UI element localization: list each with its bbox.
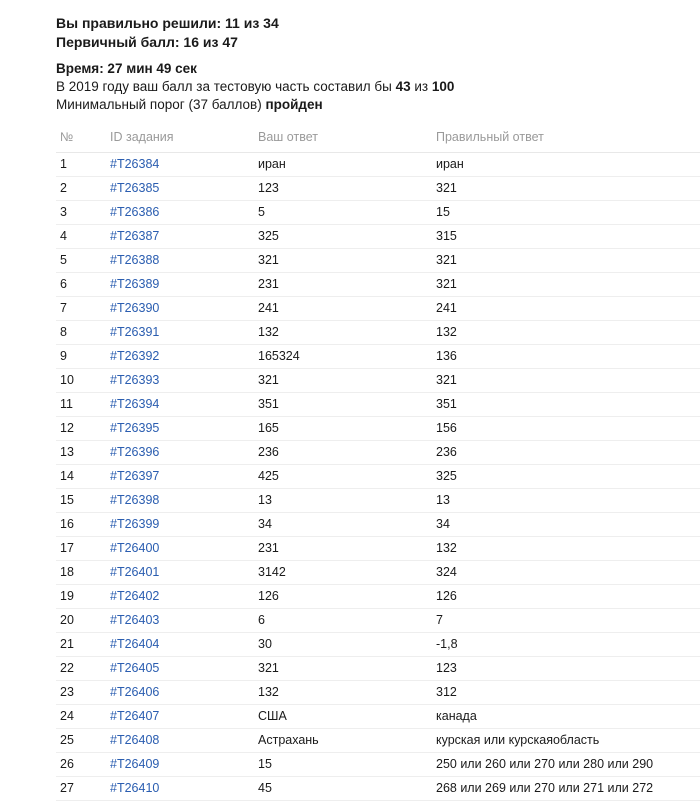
row-number: 1	[56, 153, 106, 177]
task-id-link[interactable]: #T26393	[110, 373, 160, 387]
threshold-line	[56, 96, 690, 114]
row-task-id-cell	[106, 657, 254, 681]
row-correct-answer: 321	[432, 249, 700, 273]
row-number: 5	[56, 249, 106, 273]
row-your-answer: 241	[254, 297, 432, 321]
row-your-answer: 45	[254, 777, 432, 801]
table-row	[56, 393, 700, 417]
row-your-answer: 321	[254, 369, 432, 393]
row-number: 11	[56, 393, 106, 417]
row-your-answer: 30	[254, 633, 432, 657]
row-task-id-cell	[106, 561, 254, 585]
row-number: 15	[56, 489, 106, 513]
table-row	[56, 585, 700, 609]
row-task-id-cell	[106, 321, 254, 345]
row-number: 16	[56, 513, 106, 537]
row-your-answer: 3142	[254, 561, 432, 585]
row-correct-answer: 250 или 260 или 270 или 280 или 290	[432, 753, 700, 777]
task-id-link[interactable]: #T26394	[110, 397, 160, 411]
row-correct-answer: 321	[432, 177, 700, 201]
row-correct-answer: 268 или 269 или 270 или 271 или 272	[432, 777, 700, 801]
table-row	[56, 657, 700, 681]
row-task-id-cell	[106, 777, 254, 801]
row-your-answer: 165324	[254, 345, 432, 369]
task-id-link[interactable]: #T26400	[110, 541, 160, 555]
row-your-answer: Астрахань	[254, 729, 432, 753]
table-row	[56, 609, 700, 633]
row-correct-answer: 236	[432, 441, 700, 465]
row-correct-answer: 136	[432, 345, 700, 369]
solved-count-line: Вы правильно решили: 11 из 34	[56, 15, 279, 31]
row-number: 24	[56, 705, 106, 729]
row-task-id-cell	[106, 633, 254, 657]
task-id-link[interactable]: #T26408	[110, 733, 160, 747]
summary-block	[56, 14, 690, 114]
row-correct-answer: 321	[432, 369, 700, 393]
results-table	[56, 124, 700, 801]
task-id-link[interactable]: #T26396	[110, 445, 160, 459]
row-your-answer: 351	[254, 393, 432, 417]
table-header-row	[56, 124, 700, 153]
row-number: 22	[56, 657, 106, 681]
row-number: 12	[56, 417, 106, 441]
row-task-id-cell	[106, 177, 254, 201]
row-task-id-cell	[106, 537, 254, 561]
row-task-id-cell	[106, 201, 254, 225]
table-row	[56, 177, 700, 201]
row-your-answer: 321	[254, 657, 432, 681]
row-your-answer: 165	[254, 417, 432, 441]
table-row	[56, 273, 700, 297]
task-id-link[interactable]: #T26399	[110, 517, 160, 531]
table-row	[56, 561, 700, 585]
row-number: 21	[56, 633, 106, 657]
row-number: 2	[56, 177, 106, 201]
task-id-link[interactable]: #T26385	[110, 181, 160, 195]
row-task-id-cell	[106, 441, 254, 465]
row-correct-answer: 325	[432, 465, 700, 489]
row-correct-answer: -1,8	[432, 633, 700, 657]
row-number: 8	[56, 321, 106, 345]
row-your-answer: 13	[254, 489, 432, 513]
task-id-link[interactable]: #T26398	[110, 493, 160, 507]
row-task-id-cell	[106, 369, 254, 393]
row-task-id-cell	[106, 513, 254, 537]
row-number: 10	[56, 369, 106, 393]
table-row	[56, 753, 700, 777]
scale-text-2: из	[410, 79, 432, 94]
task-id-link[interactable]: #T26384	[110, 157, 160, 171]
row-correct-answer: 312	[432, 681, 700, 705]
row-correct-answer: 315	[432, 225, 700, 249]
table-row	[56, 729, 700, 753]
row-correct-answer: 351	[432, 393, 700, 417]
task-id-link[interactable]: #T26388	[110, 253, 160, 267]
row-task-id-cell	[106, 249, 254, 273]
header-number: №	[56, 124, 106, 153]
table-row	[56, 441, 700, 465]
row-your-answer: 425	[254, 465, 432, 489]
row-number: 9	[56, 345, 106, 369]
task-id-link[interactable]: #T26395	[110, 421, 160, 435]
scale-score-line	[56, 78, 690, 96]
table-row	[56, 345, 700, 369]
row-your-answer: 123	[254, 177, 432, 201]
scale-score-value: 43	[395, 79, 411, 94]
task-id-link[interactable]: #T26386	[110, 205, 160, 219]
scale-score-max: 100	[431, 79, 455, 94]
header-correct-answer: Правильный ответ	[432, 124, 700, 153]
row-task-id-cell	[106, 417, 254, 441]
row-task-id-cell	[106, 705, 254, 729]
row-your-answer: 325	[254, 225, 432, 249]
row-task-id-cell	[106, 489, 254, 513]
row-your-answer: 6	[254, 609, 432, 633]
time-value: Время: 27 мин 49 сек	[56, 61, 197, 76]
task-id-link[interactable]: #T26406	[110, 685, 160, 699]
row-task-id-cell	[106, 465, 254, 489]
row-correct-answer: 15	[432, 201, 700, 225]
task-id-link[interactable]: #T26405	[110, 661, 160, 675]
table-row	[56, 513, 700, 537]
summary-spacer	[56, 52, 690, 60]
task-id-link[interactable]: #T26402	[110, 589, 160, 603]
row-number: 23	[56, 681, 106, 705]
row-correct-answer: 34	[432, 513, 700, 537]
row-number: 17	[56, 537, 106, 561]
row-task-id-cell	[106, 729, 254, 753]
table-row	[56, 153, 700, 177]
row-task-id-cell	[106, 345, 254, 369]
table-row	[56, 537, 700, 561]
row-number: 14	[56, 465, 106, 489]
row-task-id-cell	[106, 225, 254, 249]
task-id-link[interactable]: #T26401	[110, 565, 160, 579]
row-correct-answer: 126	[432, 585, 700, 609]
row-correct-answer: курская или курскаяобласть	[432, 729, 700, 753]
row-number: 4	[56, 225, 106, 249]
table-row	[56, 633, 700, 657]
row-correct-answer: 7	[432, 609, 700, 633]
row-number: 7	[56, 297, 106, 321]
row-task-id-cell	[106, 585, 254, 609]
task-id-link[interactable]: #T26403	[110, 613, 160, 627]
row-correct-answer: иран	[432, 153, 700, 177]
table-row	[56, 417, 700, 441]
row-your-answer: 5	[254, 201, 432, 225]
row-number: 3	[56, 201, 106, 225]
table-head	[56, 124, 700, 153]
row-task-id-cell	[106, 297, 254, 321]
row-your-answer: 321	[254, 249, 432, 273]
row-your-answer: 34	[254, 513, 432, 537]
task-id-link[interactable]: #T26389	[110, 277, 160, 291]
row-number: 26	[56, 753, 106, 777]
row-your-answer: 231	[254, 537, 432, 561]
threshold-text: Минимальный порог (37 баллов)	[56, 97, 266, 112]
row-your-answer: 126	[254, 585, 432, 609]
table-row	[56, 201, 700, 225]
row-number: 27	[56, 777, 106, 801]
task-id-link[interactable]: #T26407	[110, 709, 160, 723]
table-row	[56, 465, 700, 489]
table-row	[56, 297, 700, 321]
task-id-link[interactable]: #T26397	[110, 469, 160, 483]
task-id-link[interactable]: #T26410	[110, 781, 160, 795]
table-row	[56, 777, 700, 801]
row-correct-answer: 132	[432, 321, 700, 345]
table-row	[56, 681, 700, 705]
row-number: 6	[56, 273, 106, 297]
row-number: 25	[56, 729, 106, 753]
row-number: 20	[56, 609, 106, 633]
task-id-link[interactable]: #T26409	[110, 757, 160, 771]
header-task-id: ID задания	[106, 124, 254, 153]
row-correct-answer: 123	[432, 657, 700, 681]
row-task-id-cell	[106, 609, 254, 633]
primary-score-line: Первичный балл: 16 из 47	[56, 34, 238, 50]
row-number: 18	[56, 561, 106, 585]
row-task-id-cell	[106, 393, 254, 417]
table-row	[56, 249, 700, 273]
row-task-id-cell	[106, 753, 254, 777]
row-correct-answer: 241	[432, 297, 700, 321]
row-number: 19	[56, 585, 106, 609]
task-id-link[interactable]: #T26404	[110, 637, 160, 651]
table-row	[56, 705, 700, 729]
table-row	[56, 489, 700, 513]
task-id-link[interactable]: #T26387	[110, 229, 160, 243]
table-row	[56, 225, 700, 249]
row-your-answer: 231	[254, 273, 432, 297]
row-your-answer: 15	[254, 753, 432, 777]
row-correct-answer: 321	[432, 273, 700, 297]
table-row	[56, 369, 700, 393]
row-your-answer: 132	[254, 681, 432, 705]
task-id-link[interactable]: #T26391	[110, 325, 160, 339]
row-correct-answer: 132	[432, 537, 700, 561]
row-correct-answer: 156	[432, 417, 700, 441]
row-your-answer: 236	[254, 441, 432, 465]
row-your-answer: иран	[254, 153, 432, 177]
time-line	[56, 60, 690, 78]
row-task-id-cell	[106, 153, 254, 177]
row-correct-answer: канада	[432, 705, 700, 729]
row-task-id-cell	[106, 273, 254, 297]
row-your-answer: 132	[254, 321, 432, 345]
row-number: 13	[56, 441, 106, 465]
header-your-answer: Ваш ответ	[254, 124, 432, 153]
row-correct-answer: 13	[432, 489, 700, 513]
row-your-answer: США	[254, 705, 432, 729]
table-body	[56, 153, 700, 801]
row-correct-answer: 324	[432, 561, 700, 585]
task-id-link[interactable]: #T26390	[110, 301, 160, 315]
task-id-link[interactable]: #T26392	[110, 349, 160, 363]
scale-text-1: В 2019 году ваш балл за тестовую часть составил бы	[56, 79, 396, 94]
table-row	[56, 321, 700, 345]
row-task-id-cell	[106, 681, 254, 705]
threshold-status: пройден	[265, 97, 323, 112]
